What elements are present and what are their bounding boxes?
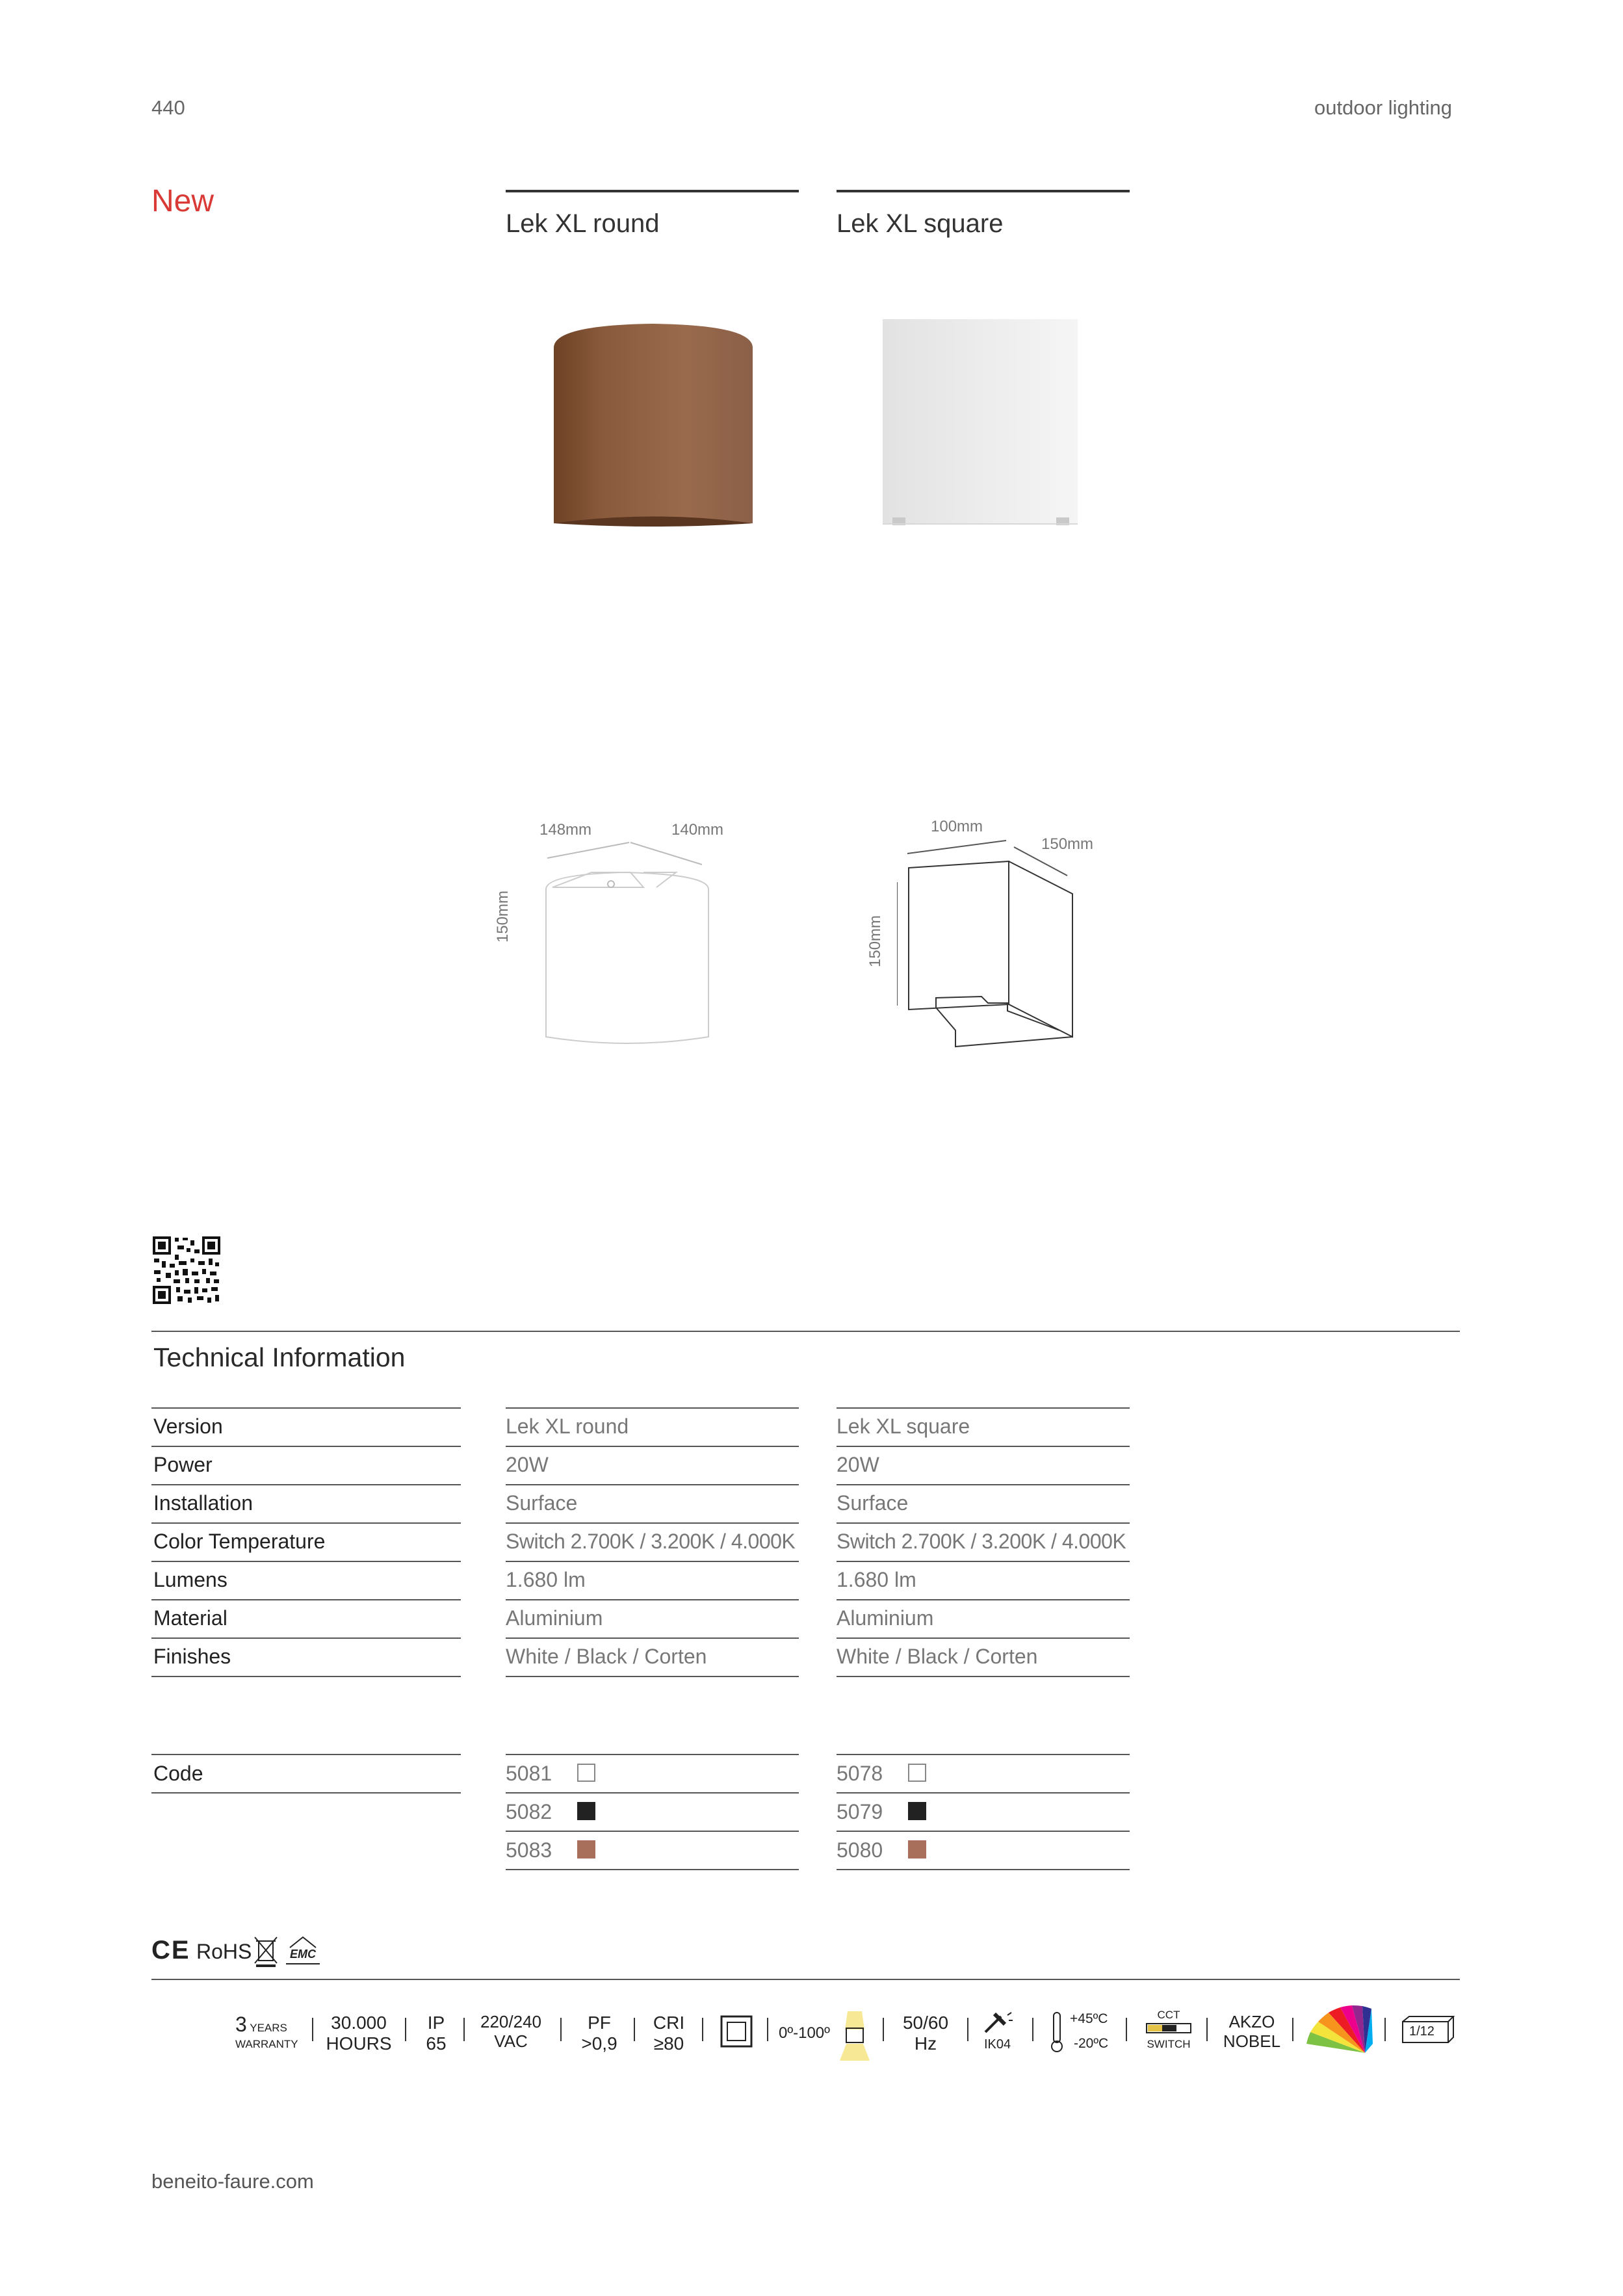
row-label-lumens: Lumens xyxy=(153,1568,227,1591)
label-rule xyxy=(151,1676,461,1677)
rohs-mark-icon: RoHS xyxy=(196,1940,252,1963)
thermometer-icon xyxy=(1049,2011,1065,2053)
ip-label: IP xyxy=(427,2013,445,2033)
drawing-round xyxy=(520,839,728,1053)
product-image-round xyxy=(546,319,760,533)
weee-bin-icon xyxy=(252,1935,279,1967)
spec-separator xyxy=(560,2018,562,2041)
cct-label: CCT xyxy=(1157,2009,1180,2021)
code-b-black: 5079 xyxy=(837,1800,883,1823)
dim-square-depth: 150mm xyxy=(1041,835,1094,853)
label-rule xyxy=(151,1484,461,1485)
hours-spec xyxy=(325,2013,393,2054)
code-label: Code xyxy=(153,1762,203,1785)
col-a-rule xyxy=(506,1676,799,1677)
code-rule xyxy=(506,1792,799,1794)
col-b-rule xyxy=(837,1599,1130,1600)
warranty-number: 3 xyxy=(235,2013,247,2036)
row-a-version: Lek XL round xyxy=(506,1415,629,1438)
row-b-power: 20W xyxy=(837,1453,879,1476)
product-rule-2 xyxy=(837,190,1130,192)
spec-separator xyxy=(1126,2018,1127,2041)
ip-spec xyxy=(419,2013,454,2054)
cct-switch-icon xyxy=(1145,2022,1192,2035)
swatch-corten xyxy=(908,1840,926,1859)
code-rule xyxy=(506,1831,799,1832)
row-a-power: 20W xyxy=(506,1453,549,1476)
beam-angle-value: 0º-100º xyxy=(779,2024,830,2042)
cct-switch-spec xyxy=(1144,2009,1193,2051)
col-b-rule xyxy=(837,1561,1130,1562)
box-quantity-icon xyxy=(1401,2015,1453,2041)
row-label-finishes: Finishes xyxy=(153,1645,231,1668)
frequency-unit: Hz xyxy=(914,2033,937,2054)
col-a-rule xyxy=(506,1484,799,1485)
color-fan-icon xyxy=(1303,2005,1374,2055)
impact-hammer-icon xyxy=(983,2011,1013,2035)
code-rule xyxy=(837,1869,1130,1870)
spec-separator xyxy=(1292,2018,1293,2041)
code-rule xyxy=(837,1754,1130,1755)
row-a-lumens: 1.680 lm xyxy=(506,1568,586,1591)
label-rule xyxy=(151,1407,461,1409)
row-label-version: Version xyxy=(153,1415,223,1438)
dim-square-height: 150mm xyxy=(866,915,884,967)
voltage-unit: VAC xyxy=(494,2031,528,2051)
section-title: outdoor lighting xyxy=(1314,96,1452,119)
tech-title: Technical Information xyxy=(153,1342,406,1372)
cct-switch-label: SWITCH xyxy=(1147,2038,1191,2050)
product-title-square: Lek XL square xyxy=(837,209,1004,238)
code-a-black: 5082 xyxy=(506,1800,552,1823)
voltage-value: 220/240 xyxy=(480,2012,541,2031)
row-label-power: Power xyxy=(153,1453,213,1476)
code-b-white: 5078 xyxy=(837,1762,883,1785)
row-label-installation: Installation xyxy=(153,1491,253,1515)
code-rule xyxy=(506,1754,799,1755)
col-b-rule xyxy=(837,1676,1130,1677)
cri-spec xyxy=(645,2013,693,2054)
code-b-corten: 5080 xyxy=(837,1838,883,1862)
website-link[interactable]: beneito-faure.com xyxy=(151,2170,314,2193)
hours-unit: HOURS xyxy=(326,2033,392,2054)
row-b-color-temperature: Switch 2.700K / 3.200K / 4.000K xyxy=(837,1530,1126,1553)
spec-separator xyxy=(634,2018,635,2041)
code-rule xyxy=(151,1792,461,1794)
emc-mark-icon xyxy=(286,1936,320,1964)
spec-separator xyxy=(312,2018,313,2041)
spec-separator xyxy=(767,2018,768,2041)
product-image-square xyxy=(881,317,1082,532)
specs-divider xyxy=(151,1979,1460,1980)
akzo-label: AKZO xyxy=(1228,2012,1275,2031)
col-a-rule xyxy=(506,1446,799,1447)
label-rule xyxy=(151,1599,461,1600)
col-b-rule xyxy=(837,1484,1130,1485)
code-a-corten: 5083 xyxy=(506,1838,552,1862)
warranty-word: WARRANTY xyxy=(235,2038,298,2050)
label-rule xyxy=(151,1446,461,1447)
dim-round-width: 148mm xyxy=(539,821,592,839)
row-label-color-temperature: Color Temperature xyxy=(153,1530,326,1553)
page-number: 440 xyxy=(151,96,185,119)
code-a-white: 5081 xyxy=(506,1762,552,1785)
row-b-lumens: 1.680 lm xyxy=(837,1568,916,1591)
swatch-black xyxy=(577,1802,595,1820)
new-label: New xyxy=(151,184,214,218)
swatch-black xyxy=(908,1802,926,1820)
voltage-spec xyxy=(474,2013,547,2052)
warranty-years: YEARS xyxy=(250,2022,287,2034)
tech-divider xyxy=(151,1331,1460,1332)
code-rule xyxy=(837,1792,1130,1794)
frequency-value: 50/60 xyxy=(902,2013,949,2033)
emc-text: EMC xyxy=(290,1948,316,1961)
ik-rating: IK04 xyxy=(984,2037,1011,2052)
temperature-high: +45ºC xyxy=(1070,2011,1108,2026)
box-quantity: 1/12 xyxy=(1409,2024,1435,2039)
product-title-round: Lek XL round xyxy=(506,209,660,238)
col-a-rule xyxy=(506,1561,799,1562)
swatch-white xyxy=(577,1764,595,1782)
row-b-version: Lek XL square xyxy=(837,1415,970,1438)
qr-code xyxy=(151,1235,222,1305)
code-rule xyxy=(506,1869,799,1870)
row-b-installation: Surface xyxy=(837,1491,909,1515)
row-label-material: Material xyxy=(153,1606,227,1630)
pf-value: >0,9 xyxy=(581,2033,617,2054)
row-b-finishes: White / Black / Corten xyxy=(837,1645,1038,1668)
col-a-rule xyxy=(506,1637,799,1639)
spec-separator xyxy=(967,2018,968,2041)
col-b-rule xyxy=(837,1522,1130,1524)
code-rule xyxy=(837,1831,1130,1832)
spec-separator xyxy=(1206,2018,1208,2041)
spec-separator xyxy=(463,2018,465,2041)
frequency-spec xyxy=(897,2013,954,2054)
spec-separator xyxy=(883,2018,884,2041)
akzo-nobel-spec xyxy=(1219,2013,1284,2052)
row-a-installation: Surface xyxy=(506,1491,578,1515)
drawing-square xyxy=(897,835,1092,1056)
label-rule xyxy=(151,1561,461,1562)
spec-separator xyxy=(1032,2018,1033,2041)
warranty-spec xyxy=(235,2013,298,2051)
col-b-rule xyxy=(837,1446,1130,1447)
row-b-material: Aluminium xyxy=(837,1606,934,1630)
label-rule xyxy=(151,1522,461,1524)
product-rule-1 xyxy=(506,190,799,192)
col-a-rule xyxy=(506,1407,799,1409)
col-b-rule xyxy=(837,1637,1130,1639)
spec-separator xyxy=(405,2018,406,2041)
nobel-label: NOBEL xyxy=(1223,2031,1281,2051)
col-b-rule xyxy=(837,1407,1130,1409)
pf-label: PF xyxy=(588,2013,611,2033)
dim-round-height: 150mm xyxy=(494,890,512,943)
cri-label: CRI xyxy=(653,2013,685,2033)
code-rule xyxy=(151,1754,461,1755)
spec-separator xyxy=(702,2018,703,2041)
label-rule xyxy=(151,1637,461,1639)
hours-value: 30.000 xyxy=(331,2013,387,2033)
temperature-low: -20ºC xyxy=(1074,2036,1109,2051)
cri-value: ≥80 xyxy=(653,2033,684,2054)
row-a-finishes: White / Black / Corten xyxy=(506,1645,707,1668)
surface-mount-icon xyxy=(720,2015,753,2048)
swatch-white xyxy=(908,1764,926,1782)
ce-mark-icon: CE xyxy=(151,1936,190,1964)
beam-angle-icon xyxy=(838,2010,871,2062)
row-a-color-temperature: Switch 2.700K / 3.200K / 4.000K xyxy=(506,1530,796,1553)
dim-square-width: 100mm xyxy=(931,818,983,835)
spec-separator xyxy=(1384,2018,1386,2041)
col-a-rule xyxy=(506,1522,799,1524)
pf-spec xyxy=(573,2013,625,2054)
dim-round-depth: 140mm xyxy=(671,821,724,839)
row-a-material: Aluminium xyxy=(506,1606,603,1630)
ip-value: 65 xyxy=(426,2033,447,2054)
swatch-corten xyxy=(577,1840,595,1859)
col-a-rule xyxy=(506,1599,799,1600)
